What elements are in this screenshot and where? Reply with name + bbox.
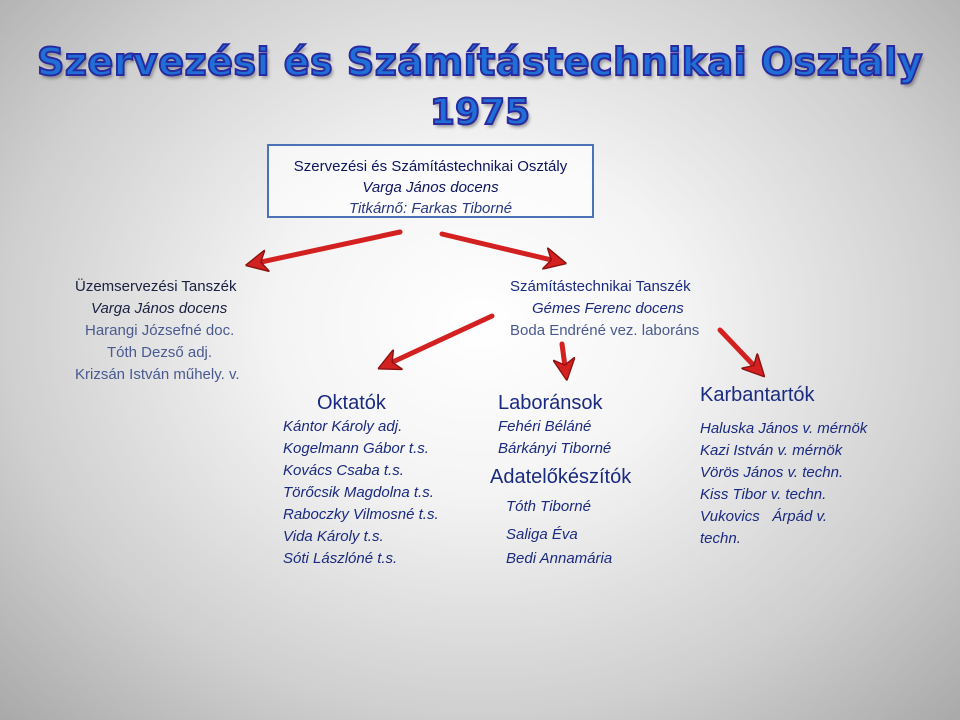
oktatok-section (283, 390, 439, 570)
right-dept-name: Számítástechnikai Tanszék (510, 278, 691, 295)
karbantartok-member: Vörös János v. techn. (700, 464, 844, 481)
karbantartok-member: Haluska János v. mérnök (700, 420, 868, 437)
karbantartok-section (700, 382, 867, 550)
arrow-to-oktatok (384, 316, 492, 366)
department-secretary: Titkárnő: Farkas Tiborné (348, 200, 513, 217)
oktatok-member: Törőcsik Magdolna t.s. (283, 484, 434, 501)
oktatok-heading: Oktatók (317, 392, 386, 414)
oktatok-member: Kogelmann Gábor t.s. (283, 440, 429, 457)
karbantartok-member: techn. (700, 530, 741, 547)
adatelo-section (490, 464, 631, 570)
karbantartok-member: Kazi István v. mérnök (700, 442, 843, 459)
arrow-to-right-dept (442, 234, 560, 262)
karbantartok-member: Kiss Tibor v. techn. (700, 486, 827, 503)
laborans-member: Fehéri Béláné (498, 418, 592, 435)
arrow-to-laborans (562, 344, 566, 374)
laborans-section (498, 390, 611, 460)
adatelo-member: Saliga Éva (506, 526, 578, 543)
oktatok-member: Kovács Csaba t.s. (283, 462, 404, 479)
left-dept-member: Varga János docens (91, 300, 228, 317)
oktatok-member: Vida Károly t.s. (283, 528, 384, 545)
karbantartok-heading: Karbantartók (700, 384, 815, 406)
oktatok-member: Kántor Károly adj. (283, 418, 403, 435)
adatelo-member: Bedi Annamária (506, 550, 613, 567)
right-department (510, 276, 699, 342)
arrow-to-left-dept (252, 232, 400, 264)
adatelo-member: Tóth Tiborné (506, 498, 591, 515)
right-dept-member: Boda Endréné vez. laboráns (510, 322, 700, 339)
right-dept-member: Gémes Ferenc docens (532, 300, 684, 317)
oktatok-member: Raboczky Vilmosné t.s. (283, 506, 439, 523)
left-department (75, 276, 240, 386)
department-name: Szervezési és Számítástechnikai Osztály (293, 158, 568, 175)
year-heading: 1975 (429, 92, 531, 133)
page-title: Szervezési és Számítástechnikai Osztály (36, 40, 923, 84)
laborans-heading: Laboránsok (498, 392, 603, 414)
laborans-member: Bárkányi Tiborné (498, 440, 612, 457)
oktatok-member: Sóti Lászlóné t.s. (283, 550, 398, 567)
left-dept-member: Harangi Józsefné doc. (85, 322, 235, 339)
adatelo-heading: Adatelőkészítók (490, 466, 632, 488)
left-dept-name: Üzemservezési Tanszék (75, 278, 237, 295)
arrow-to-karbantartok (720, 330, 760, 372)
left-dept-member: Tóth Dezső adj. (107, 344, 213, 361)
left-dept-member: Krizsán István műhely. v. (75, 366, 240, 383)
department-head: Varga János docens (362, 179, 499, 196)
karbantartok-member: Vukovics Árpád v. (700, 508, 828, 525)
